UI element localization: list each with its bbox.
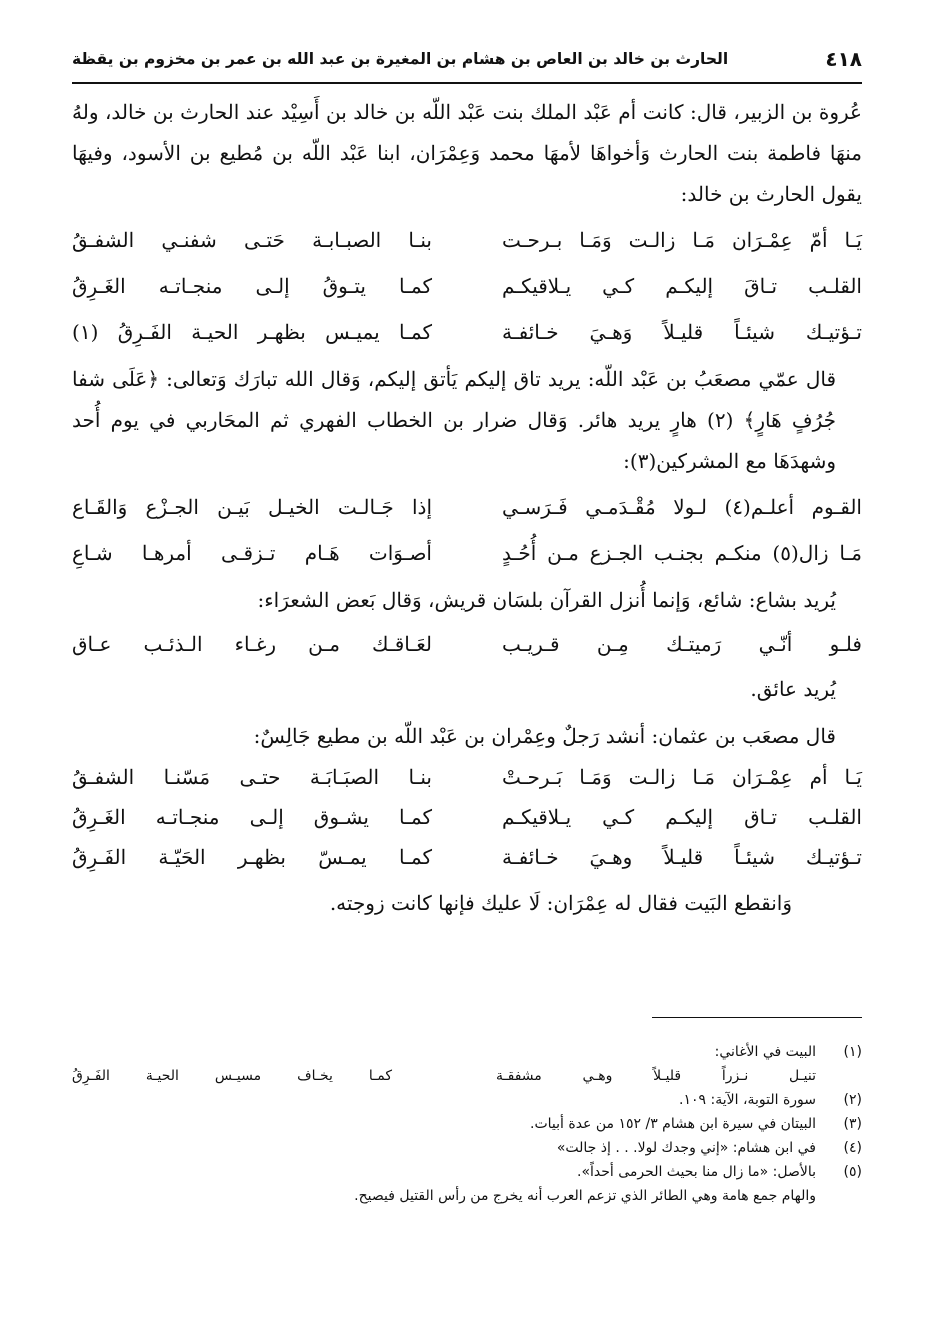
paragraph-2: قال عمّي مصعَبُ بن عَبْد اللّه: يريد تاق إليكم يَأتق إليكم، وَقال الله تبارَك وَتعالى: ﴿عَلَى شفا جُرُفٍ هَارٍ﴾ (٢) هارٍ يريد هائر. وَقال ضرار بن الخطاب الفهري ثم المحَاربي في يوم أُحد وشهدَهَا مع المشركين(٣): — [72, 367, 836, 473]
verse-second-hemistich: لعَـاقـك مـن رغـاء الـذئـب عـاق — [72, 632, 432, 656]
running-header — [72, 42, 862, 76]
verse-first-hemistich: القلـب تـاق إليكـم كـي يـلاقيكـم — [502, 805, 862, 829]
footnote-text: بالأصل: «ما زال منا بحيث الحرمى أحداً». — [577, 1164, 816, 1180]
verse-line — [72, 530, 862, 576]
verse-first-hemistich: تـؤتيـك شيئـاً قليـلاً وهـيَ خـائفـة — [502, 845, 862, 869]
running-title: الحارث بن خالد بن العاص بن هشام بن المغيرة بن عبد الله بن عمر بن مخزوم بن يقظة — [72, 50, 729, 68]
verse-second-hemistich: كمـا يتـوقُ إلـى منجـاتـه الغَـرِقُ — [72, 274, 432, 298]
verse-first-hemistich: مَـا زال(٥) منكـم بجنـب الجـزع مـن أُحُـدٍ — [502, 541, 862, 565]
verse-first-hemistich: تنيـل نـزراً قليـلاً وهـي مشفقـة — [496, 1068, 816, 1084]
verse-line — [72, 484, 862, 530]
verse-second-hemistich: كمـا يشـوق إلـى منجـاتـه الغَـرِقُ — [72, 805, 432, 829]
paragraph-1: عُروة بن الزبير، قال: كانت أم عَبْد الملك بنت عَبْد اللّه بن خالد بن أَسِيْد عند الحارث بن خالد، ولهُ منهَا فاطمة بنت الحارث وَأخواهَا لأمهَا محمد وَعِمْرَان، ابنا عَبْد اللّه بن مُطيع بن الأسود، وفيهَا يقول الحارث بن خالد: — [72, 100, 862, 206]
paragraph-3: يُريد بشاع: شائع، وَإنما أُنزل القرآن بلسَان قريش، وَقال بَعض الشعرَاء: — [257, 588, 836, 612]
paragraph-6: وَانقطع البَيت فقال له عِمْرَان: لَا عليك فإنها كانت زوجته. — [329, 891, 792, 915]
verse-line — [72, 837, 862, 877]
verse-line — [72, 757, 862, 797]
verse-line — [72, 621, 862, 667]
footnote-text: سورة التوبة، الآية: ١٠٩. — [679, 1092, 816, 1108]
verse-second-hemistich: إذا جَـالـت الخيـل بَيـن الجـزْع وَالقَـاع — [72, 495, 432, 519]
footnote-number: (٣) — [843, 1116, 862, 1132]
footnote-rule — [652, 1017, 862, 1018]
footnote-1 — [72, 1040, 862, 1064]
paragraph-5: قال مصعَب بن عثمان: أنشد رَجلٌ وعِمْران بن عَبْد اللّه بن مطيع جَالِسٌ: — [253, 724, 836, 748]
header-rule — [72, 82, 862, 84]
verse-second-hemistich: بنـا الصبـابـة حَتـى شفنـي الشفـقُ — [72, 228, 432, 252]
page-number: ٤١٨ — [825, 47, 862, 71]
verse-first-hemistich: يَـا أم عِمْـرَان مَـا زالـت وَمَـا بَـرحـتْ — [502, 765, 862, 789]
verse-line — [72, 263, 862, 309]
verse-first-hemistich: يَـا أمّ عِمْـرَان مَـا زالـت وَمَـا بـرحـت — [502, 228, 862, 252]
verse-line — [72, 797, 862, 837]
footnotes — [72, 1040, 862, 1208]
poem-2 — [72, 484, 862, 576]
footnote-4 — [72, 1136, 862, 1160]
footnote-verse — [72, 1064, 862, 1088]
verse-second-hemistich: كمـا يمـسّ بظهـر الحَيّـة الفَـرِقُ — [72, 845, 432, 869]
verse-second-hemistich: أصـوَات هَـام تـزقـى أمرهـا شـاعِ — [72, 541, 432, 565]
verse-second-hemistich: بنـا الصبَـابَـة حتـى مَسّنـا الشفـقُ — [72, 765, 432, 789]
footnote-text: في ابن هشام: «إني وجدك لولا. . . إذ جالت» — [556, 1140, 816, 1156]
verse-first-hemistich: فلـو أنّـي رَميتـك مِـن قـريـب — [502, 632, 862, 656]
footnote-3 — [72, 1112, 862, 1136]
footnote-number: (٢) — [843, 1092, 862, 1108]
footnote-2 — [72, 1088, 862, 1112]
poem-1 — [72, 217, 862, 355]
footnote-5 — [72, 1160, 862, 1184]
footnote-number: (٥) — [843, 1164, 862, 1180]
footnote-text: البيت في الأغاني: — [714, 1044, 816, 1060]
verse-first-hemistich: القلـب تـاقَ إليكـم كـي يـلاقيكـم — [502, 274, 862, 298]
footnote-text: البيتان في سيرة ابن هشام ٣/ ١٥٢ من عدة أبيات. — [530, 1116, 816, 1132]
verse-second-hemistich: كمـا يخـاف مسيـس الحيـة الفَـرِقُ — [72, 1068, 392, 1084]
verse-line — [72, 309, 862, 355]
main-text — [72, 92, 862, 924]
poem-3 — [72, 621, 862, 667]
book-page — [72, 0, 862, 1344]
paragraph-4: يُريد عائق. — [750, 677, 836, 701]
verse-first-hemistich: تـؤتيـك شيئـاً قليـلاً وَهـيَ خـائفـة — [502, 320, 862, 344]
poem-4 — [72, 757, 862, 877]
verse-second-hemistich: كمـا يميـس بظهـر الحيـة الفَـرِقُ (١) — [72, 320, 432, 344]
footnote-5-continuation: والهام جمع هامة وهي الطائر الذي تزعم العرب أنه يخرج من رأس القتيل فيصيح. — [354, 1188, 816, 1204]
verse-first-hemistich: القـوم أعلـم(٤) لـولا مُقْـدَمـي فَـرَسـي — [502, 495, 862, 519]
footnote-number: (١) — [843, 1044, 862, 1060]
verse-line — [72, 217, 862, 263]
footnote-number: (٤) — [843, 1140, 862, 1156]
